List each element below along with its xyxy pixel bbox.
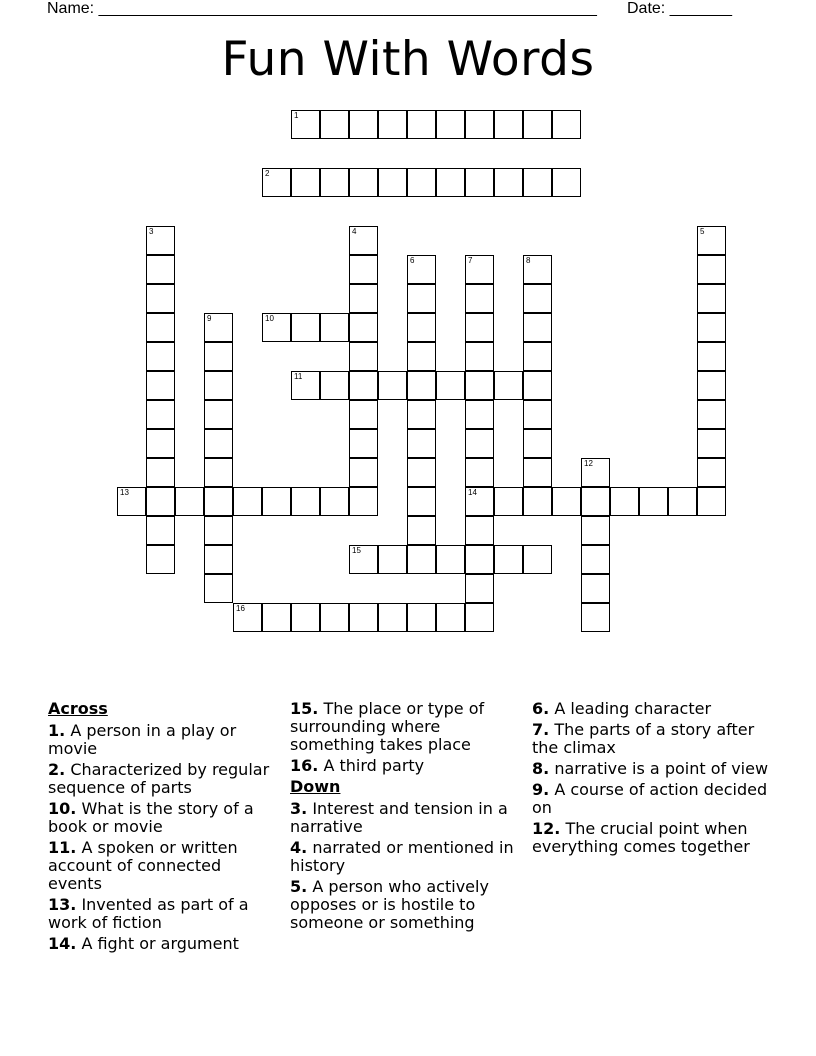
clue-across-14: 14. A fight or argument xyxy=(48,934,239,953)
clue-across-10: 10. What is the story of a book or movie xyxy=(48,799,254,836)
clue-across-16: 16. A third party xyxy=(290,756,425,775)
crossword-cell[interactable] xyxy=(204,371,233,400)
clue-number: 7 xyxy=(468,256,473,265)
crossword-cell[interactable] xyxy=(465,110,494,139)
crossword-cell[interactable] xyxy=(175,487,204,516)
crossword-cell[interactable] xyxy=(291,313,320,342)
clue-across-13: 13. Invented as part of a work of fiction xyxy=(48,895,249,932)
crossword-cell[interactable] xyxy=(146,516,175,545)
clue-down-3: 3. Interest and tension in a narrative xyxy=(290,799,508,836)
crossword-cell[interactable] xyxy=(204,545,233,574)
clue-down-8: 8. narrative is a point of view xyxy=(532,759,769,778)
crossword-cell[interactable] xyxy=(523,371,552,400)
crossword-cell[interactable] xyxy=(494,168,523,197)
crossword-cell[interactable] xyxy=(349,487,378,516)
clue-number: 16 xyxy=(236,604,245,613)
crossword-cell[interactable] xyxy=(436,110,465,139)
crossword-cell[interactable] xyxy=(697,487,726,516)
crossword-cell[interactable] xyxy=(320,313,349,342)
crossword-cell[interactable] xyxy=(407,342,436,371)
crossword-cell[interactable] xyxy=(204,487,233,516)
crossword-cell[interactable] xyxy=(378,545,407,574)
clue-number: 15 xyxy=(352,546,361,555)
crossword-cell[interactable] xyxy=(697,313,726,342)
clue-number: 9 xyxy=(207,314,212,323)
crossword-cell[interactable] xyxy=(465,342,494,371)
crossword-cell[interactable] xyxy=(465,603,494,632)
clue-number: 1 xyxy=(294,111,299,120)
crossword-cell[interactable] xyxy=(552,487,581,516)
crossword-cell[interactable] xyxy=(407,429,436,458)
crossword-cell[interactable] xyxy=(349,255,378,284)
crossword-cell[interactable] xyxy=(320,168,349,197)
crossword-cell[interactable] xyxy=(465,255,494,284)
clue-number: 8 xyxy=(526,256,531,265)
crossword-cell[interactable] xyxy=(407,603,436,632)
clue-number: 14 xyxy=(468,488,477,497)
crossword-cell[interactable] xyxy=(697,429,726,458)
crossword-cell[interactable] xyxy=(581,603,610,632)
clue-down-7: 7. The parts of a story after the climax xyxy=(532,720,755,757)
clues-column-2 xyxy=(290,700,515,935)
crossword-cell[interactable] xyxy=(349,168,378,197)
crossword-cell[interactable] xyxy=(146,487,175,516)
crossword-cell[interactable] xyxy=(523,284,552,313)
crossword-cell[interactable] xyxy=(349,342,378,371)
clue-number: 6 xyxy=(410,256,415,265)
clue-down-6: 6. A leading character xyxy=(532,699,712,718)
crossword-cell[interactable] xyxy=(349,226,378,255)
crossword-cell[interactable] xyxy=(204,574,233,603)
crossword-cell[interactable] xyxy=(436,371,465,400)
across-heading: Across xyxy=(48,699,108,718)
crossword-cell[interactable] xyxy=(581,574,610,603)
crossword-cell[interactable] xyxy=(204,313,233,342)
crossword-cell[interactable] xyxy=(465,313,494,342)
crossword-cell[interactable] xyxy=(146,342,175,371)
crossword-cell[interactable] xyxy=(146,429,175,458)
crossword-cell[interactable] xyxy=(233,603,262,632)
crossword-cell[interactable] xyxy=(697,255,726,284)
crossword-cell[interactable] xyxy=(407,400,436,429)
crossword-cell[interactable] xyxy=(523,313,552,342)
clue-across-2: 2. Characterized by regular sequence of parts xyxy=(48,760,270,797)
crossword-cell[interactable] xyxy=(262,603,291,632)
page-title: Fun With Words xyxy=(221,32,595,87)
crossword-cell[interactable] xyxy=(146,313,175,342)
crossword-cell[interactable] xyxy=(349,284,378,313)
crossword-cell[interactable] xyxy=(523,255,552,284)
crossword-cell[interactable] xyxy=(204,458,233,487)
crossword-cell[interactable] xyxy=(407,313,436,342)
crossword-cell[interactable] xyxy=(552,110,581,139)
crossword-cell[interactable] xyxy=(407,284,436,313)
clue-number: 4 xyxy=(352,227,357,236)
clue-across-11: 11. A spoken or written account of connected events xyxy=(48,838,238,893)
crossword-cell[interactable] xyxy=(262,168,291,197)
crossword-cell[interactable] xyxy=(465,574,494,603)
crossword-cell[interactable] xyxy=(349,110,378,139)
crossword-cell[interactable] xyxy=(697,342,726,371)
crossword-cell[interactable] xyxy=(204,429,233,458)
crossword-cell[interactable] xyxy=(436,545,465,574)
name-field-label: Name: ________________________________________________________ xyxy=(47,0,597,17)
clue-down-5: 5. A person who actively opposes or is hostile to someone or something xyxy=(290,877,489,932)
crossword-cell[interactable] xyxy=(320,487,349,516)
crossword-cell[interactable] xyxy=(697,400,726,429)
crossword-cell[interactable] xyxy=(378,110,407,139)
crossword-cell[interactable] xyxy=(639,487,668,516)
crossword-cell[interactable] xyxy=(349,429,378,458)
crossword-cell[interactable] xyxy=(581,516,610,545)
crossword-cell[interactable] xyxy=(465,284,494,313)
crossword-cell[interactable] xyxy=(262,487,291,516)
crossword-cell[interactable] xyxy=(204,400,233,429)
crossword-cell[interactable] xyxy=(146,458,175,487)
crossword-cell[interactable] xyxy=(146,400,175,429)
clue-number: 3 xyxy=(149,227,154,236)
crossword-cell[interactable] xyxy=(523,342,552,371)
crossword-cell[interactable] xyxy=(291,168,320,197)
crossword-cell[interactable] xyxy=(204,516,233,545)
crossword-cell[interactable] xyxy=(320,603,349,632)
crossword-cell[interactable] xyxy=(204,342,233,371)
crossword-cell[interactable] xyxy=(117,487,146,516)
crossword-cell[interactable] xyxy=(407,255,436,284)
clue-number: 12 xyxy=(584,459,593,468)
crossword-cell[interactable] xyxy=(291,110,320,139)
crossword-cell[interactable] xyxy=(407,545,436,574)
crossword-cell[interactable] xyxy=(465,168,494,197)
crossword-cell[interactable] xyxy=(697,284,726,313)
crossword-cell[interactable] xyxy=(146,255,175,284)
clue-number: 13 xyxy=(120,488,129,497)
clues-column-1 xyxy=(48,700,273,956)
clue-down-12: 12. The crucial point when everything comes together xyxy=(532,819,750,856)
crossword-cell[interactable] xyxy=(407,168,436,197)
crossword-cell[interactable] xyxy=(291,371,320,400)
down-heading: Down xyxy=(290,777,341,796)
crossword-cell[interactable] xyxy=(465,429,494,458)
crossword-cell[interactable] xyxy=(378,371,407,400)
crossword-cell[interactable] xyxy=(465,458,494,487)
crossword-cell[interactable] xyxy=(407,516,436,545)
crossword-cell[interactable] xyxy=(581,458,610,487)
crossword-cell[interactable] xyxy=(436,168,465,197)
crossword-cell[interactable] xyxy=(523,400,552,429)
crossword-cell[interactable] xyxy=(523,110,552,139)
crossword-cell[interactable] xyxy=(291,603,320,632)
crossword-cell[interactable] xyxy=(581,545,610,574)
clue-across-1: 1. A person in a play or movie xyxy=(48,721,237,758)
clue-number: 10 xyxy=(265,314,274,323)
crossword-cell[interactable] xyxy=(291,487,320,516)
crossword-cell[interactable] xyxy=(465,545,494,574)
crossword-cell[interactable] xyxy=(349,458,378,487)
crossword-cell[interactable] xyxy=(523,168,552,197)
crossword-cell[interactable] xyxy=(436,603,465,632)
clue-down-9: 9. A course of action decided on xyxy=(532,780,768,817)
crossword-cell[interactable] xyxy=(610,487,639,516)
crossword-cell[interactable] xyxy=(697,226,726,255)
crossword-cell[interactable] xyxy=(494,545,523,574)
crossword-cell[interactable] xyxy=(320,110,349,139)
clues-column-3 xyxy=(532,700,772,859)
clue-down-4: 4. narrated or mentioned in history xyxy=(290,838,514,875)
crossword-cell[interactable] xyxy=(407,110,436,139)
crossword-cell[interactable] xyxy=(349,400,378,429)
clue-number: 2 xyxy=(265,169,270,178)
crossword-cell[interactable] xyxy=(465,400,494,429)
crossword-cell[interactable] xyxy=(465,516,494,545)
crossword-cell[interactable] xyxy=(465,371,494,400)
crossword-cell[interactable] xyxy=(494,371,523,400)
crossword-cell[interactable] xyxy=(494,487,523,516)
crossword-cell[interactable] xyxy=(349,603,378,632)
crossword-cell[interactable] xyxy=(523,429,552,458)
crossword-cell[interactable] xyxy=(407,487,436,516)
crossword-cell[interactable] xyxy=(697,458,726,487)
clue-across-15: 15. The place or type of surrounding where something takes place xyxy=(290,699,485,754)
crossword-cell[interactable] xyxy=(233,487,262,516)
crossword-cell[interactable] xyxy=(697,371,726,400)
clue-number: 11 xyxy=(294,372,303,381)
crossword-cell[interactable] xyxy=(465,487,494,516)
crossword-cell[interactable] xyxy=(349,371,378,400)
crossword-cell[interactable] xyxy=(407,458,436,487)
crossword-cell[interactable] xyxy=(262,313,291,342)
clue-number: 5 xyxy=(700,227,705,236)
crossword-cell[interactable] xyxy=(146,226,175,255)
crossword-cell[interactable] xyxy=(146,284,175,313)
crossword-cell[interactable] xyxy=(349,545,378,574)
date-field-label: Date: _______ xyxy=(627,0,732,17)
crossword-cell[interactable] xyxy=(378,168,407,197)
crossword-cell[interactable] xyxy=(378,603,407,632)
crossword-cell[interactable] xyxy=(146,545,175,574)
crossword-cell[interactable] xyxy=(146,371,175,400)
crossword-cell[interactable] xyxy=(349,313,378,342)
crossword-cell[interactable] xyxy=(581,487,610,516)
crossword-cell[interactable] xyxy=(668,487,697,516)
crossword-cell[interactable] xyxy=(552,168,581,197)
crossword-cell[interactable] xyxy=(494,110,523,139)
crossword-cell[interactable] xyxy=(523,545,552,574)
crossword-cell[interactable] xyxy=(523,458,552,487)
crossword-cell[interactable] xyxy=(320,371,349,400)
crossword-cell[interactable] xyxy=(523,487,552,516)
crossword-cell[interactable] xyxy=(407,371,436,400)
